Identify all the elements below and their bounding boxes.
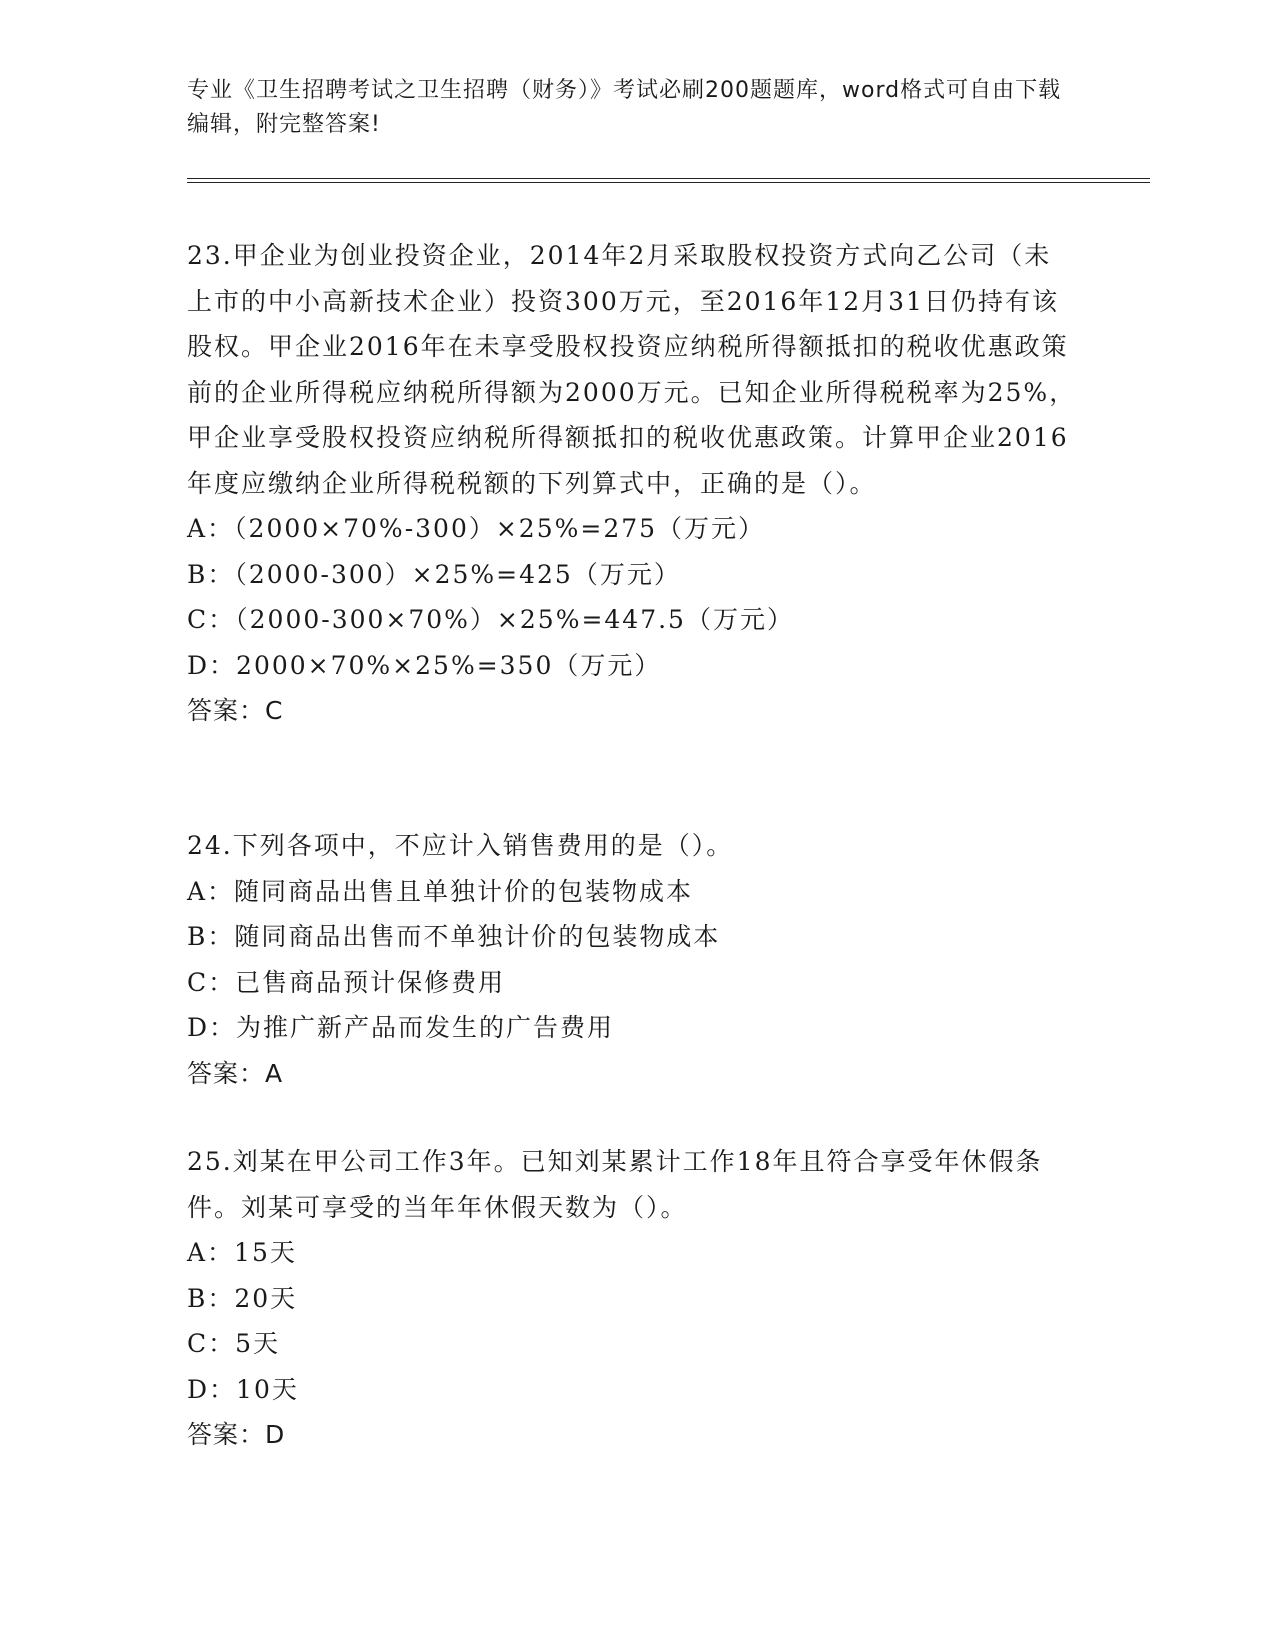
option-b: B：随同商品出售而不单独计价的包装物成本	[187, 922, 721, 951]
option-c: C：5天	[187, 1329, 281, 1358]
option-a: A：（2000×70%-300）×25%=275（万元）	[187, 514, 766, 543]
header-divider-top	[187, 178, 1150, 179]
question-25	[187, 1139, 1077, 1458]
question-text: 25.刘某在甲公司工作3年。已知刘某累计工作18年且符合享受年休假条件。刘某可享受的当年年休假天数为（）。	[187, 1147, 1043, 1222]
answer-line: 答案：D	[187, 1420, 286, 1449]
option-a: A：15天	[187, 1238, 297, 1267]
question-text: 23.甲企业为创业投资企业，2014年2月采取股权投资方式向乙公司（未上市的中小高新技术企业）投资300万元，至2016年12月31日仍持有该股权。甲企业2016年在未享受股权投资应纳税所得额抵扣的税收优惠政策前的企业所得税应纳税所得额为2000万元。已知企业所得税税率为25%，甲企业享受股权投资应纳税所得额抵扣的税收优惠政策。计算甲企业2016年度应缴纳企业所得税税额的下列算式中，正确的是（）。	[187, 241, 1077, 498]
option-b: B：20天	[187, 1283, 298, 1313]
question-23	[187, 233, 1077, 734]
option-a: A：随同商品出售且单独计价的包装物成本	[187, 876, 694, 906]
question-text: 24.下列各项中，不应计入销售费用的是（）。	[187, 831, 734, 860]
page-header: 专业《卫生招聘考试之卫生招聘（财务）》考试必刷200题题库，word格式可自由下载编辑，附完整答案!	[187, 78, 1062, 137]
header-divider-bottom	[187, 182, 1150, 183]
option-d: D：为推广新产品而发生的广告费用	[187, 1013, 615, 1042]
option-d: D：2000×70%×25%=350（万元）	[187, 650, 662, 680]
answer-line: 答案：A	[187, 1058, 284, 1088]
option-d: D：10天	[187, 1374, 299, 1404]
answer-line: 答案：C	[187, 696, 284, 725]
option-c: C：已售商品预计保修费用	[187, 967, 506, 997]
question-24	[187, 823, 1077, 1096]
option-c: C：（2000-300×70%）×25%=447.5（万元）	[187, 605, 794, 634]
option-b: B：（2000-300）×25%=425（万元）	[187, 559, 681, 589]
